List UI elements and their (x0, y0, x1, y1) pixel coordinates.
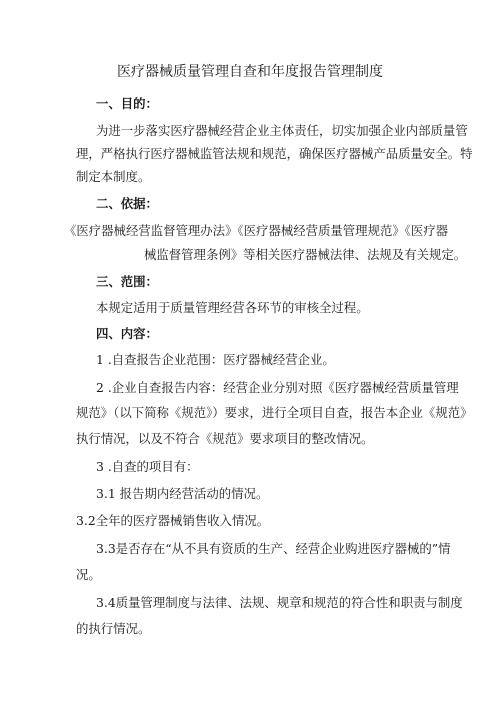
section-heading-purpose: 一、目的： (96, 96, 158, 111)
paragraph-line: 规范》（以下简称《规范》）要求，进行全项目自查，报告本企业《规范》 (76, 405, 473, 420)
section-heading-scope: 三、范围： (96, 274, 158, 289)
paragraph-line: 2 .企业自查报告内容：经营企业分别对照《医疗器械经营质量管理 (96, 380, 459, 395)
paragraph-line: 1 .自查报告企业范围：医疗器械经营企业。 (96, 352, 335, 367)
section-heading-content: 四、内容： (96, 326, 158, 341)
section-heading-basis: 二、依据： (96, 196, 158, 211)
paragraph-line: 执行情况，以及不符合《规范》要求项目的整改情况。 (76, 431, 374, 446)
paragraph-line: 制定本制度。 (76, 169, 151, 184)
paragraph-line: 械监督管理条例》等相关医疗器械法律、法规及有关规定。 (144, 247, 467, 262)
paragraph-line: 《医疗器械经营监督管理办法》《医疗器械经营质量管理规范》《医疗器 (64, 223, 449, 238)
document-title: 医疗器械质量管理自查和年度报告管理制度 (117, 64, 383, 80)
paragraph-line: 3.2全年的医疗器械销售收入情况。 (76, 513, 270, 528)
paragraph-line: 的执行情况。 (76, 621, 151, 636)
paragraph-line: 理，严格执行医疗器械监管法规和规范，确保医疗器械产品质量安全。特 (76, 146, 473, 161)
paragraph-line: 3.4质量管理制度与法律、法规、规章和规范的符合性和职责与制度 (96, 595, 463, 610)
paragraph-line: 3 .自查的项目有： (96, 459, 199, 474)
paragraph-line: 况。 (76, 567, 101, 582)
paragraph-line: 3.1 报告期内经营活动的情况。 (96, 486, 269, 501)
paragraph-line: 3.3是否存在“从不具有资质的生产、经营企业购进医疗器械的”情 (96, 541, 451, 556)
paragraph-line: 本规定适用于质量管理经营各环节的审核全过程。 (96, 300, 369, 315)
paragraph-line: 为进一步落实医疗器械经营企业主体责任，切实加强企业内部质量管 (96, 123, 468, 138)
